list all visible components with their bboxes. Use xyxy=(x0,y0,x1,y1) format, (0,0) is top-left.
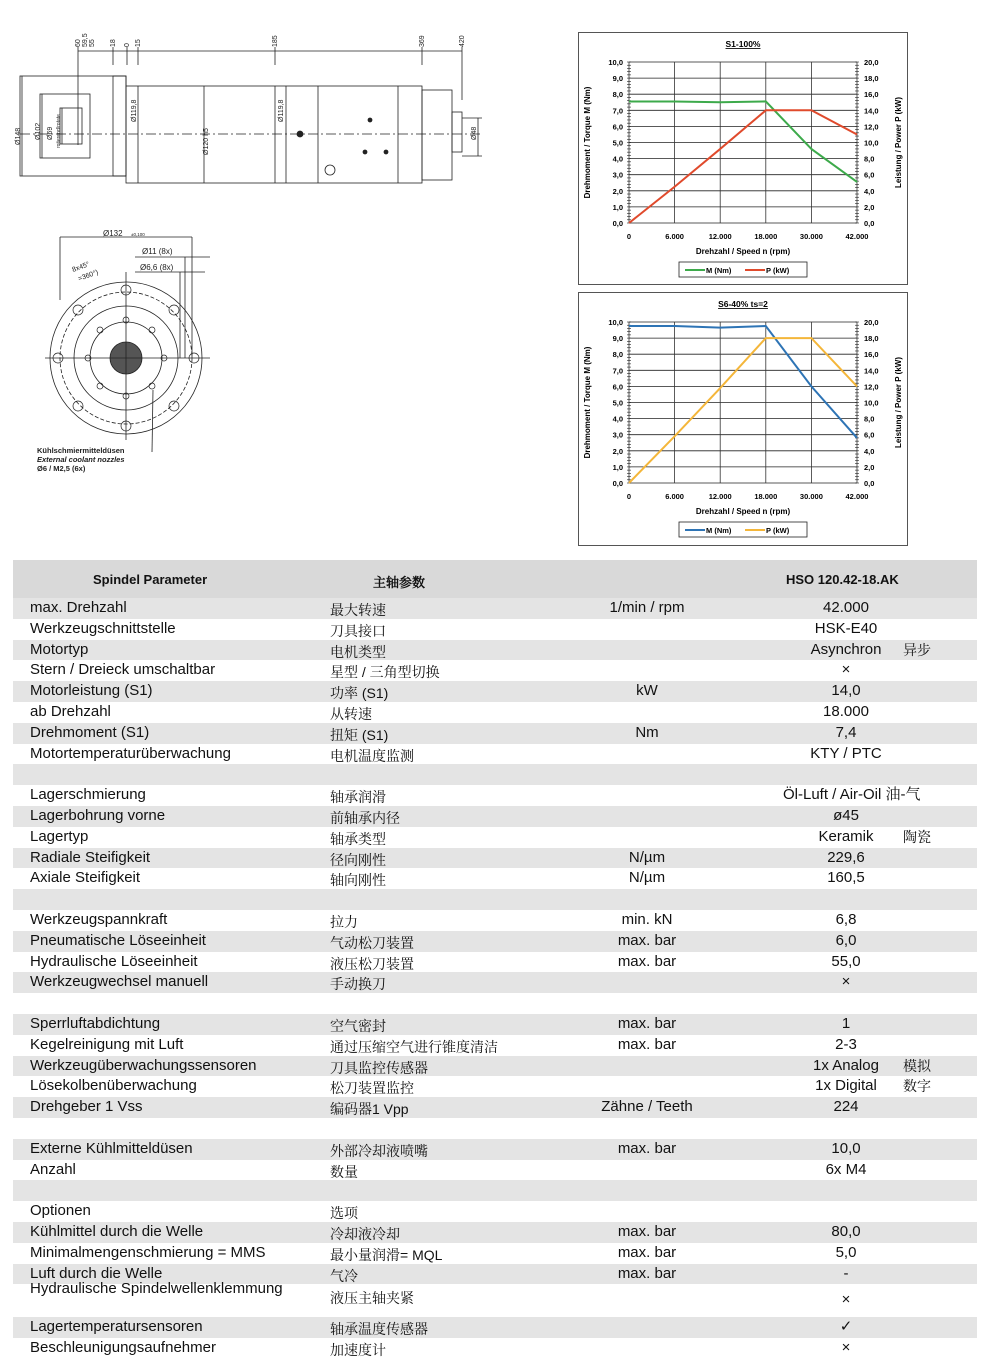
table-row xyxy=(13,744,977,765)
param-unit: max. bar xyxy=(617,1014,677,1032)
param-name-cn: 液压主轴夹紧 xyxy=(330,1290,414,1307)
table-spacer-row xyxy=(13,1180,977,1201)
param-value: Asynchron xyxy=(810,640,882,658)
param-value: Keramik xyxy=(818,827,874,845)
table-row xyxy=(13,1056,977,1077)
param-name-cn: 选项 xyxy=(330,1205,358,1222)
y-tick-label: 4,0 xyxy=(612,414,623,424)
param-name-cn: 轴承润滑 xyxy=(330,789,386,806)
dim-left-note: rotierend/rotate xyxy=(56,114,62,148)
table-row xyxy=(13,619,977,640)
param-name-de: Lösekolbenüberwachung xyxy=(30,1077,197,1095)
table-row xyxy=(13,1076,977,1097)
y-tick-label: 3,0 xyxy=(612,170,623,180)
series-line-torque xyxy=(629,101,857,182)
param-name-de: max. Drehzahl xyxy=(30,599,127,616)
table-spacer-row xyxy=(13,764,977,785)
param-value: 160,5 xyxy=(827,869,865,887)
y2-tick-label: 12,0 xyxy=(864,382,879,392)
y-tick-label: 2,0 xyxy=(612,446,623,456)
dim-top-369: 369 xyxy=(419,35,426,47)
x-tick-label: 18.000 xyxy=(754,492,778,501)
param-name-de: Werkzeugschnittstelle xyxy=(30,619,176,637)
param-value: - xyxy=(843,1264,849,1282)
dim-hole-6-6: Ø6,6 (8x) xyxy=(140,263,174,272)
param-name-de: Lagertyp xyxy=(30,827,89,845)
param-value: 6,8 xyxy=(835,910,857,928)
table-row xyxy=(13,1222,977,1243)
table-row xyxy=(13,931,977,952)
param-value: × xyxy=(841,1339,851,1357)
dim-body-3: Ø119,8 xyxy=(278,99,285,122)
param-name-de: Pneumatische Löseeinheit xyxy=(30,931,206,949)
param-unit: max. bar xyxy=(617,1243,677,1261)
param-name-cn: 通过压缩空气进行锥度清洁 xyxy=(330,1038,498,1055)
param-name-de: ab Drehzahl xyxy=(30,702,111,720)
y-tick-label: 0,0 xyxy=(612,219,623,228)
y2-tick-label: 18,0 xyxy=(864,334,879,344)
y2-tick-label: 8,0 xyxy=(864,154,875,164)
dim-hole-11: Ø11 (8x) xyxy=(142,247,173,256)
dim-body-2: Ø120 h5 xyxy=(203,128,210,155)
y-tick-label: 2,0 xyxy=(612,186,623,196)
param-name-cn: 功率 (S1) xyxy=(330,685,389,702)
table-row xyxy=(13,1139,977,1160)
y2-axis-label: Leistung / Power P (kW) xyxy=(894,357,903,448)
param-name-cn: 最小量润滑= MQL xyxy=(330,1246,443,1263)
x-tick-label: 30.000 xyxy=(799,492,823,501)
x-tick-label: 0 xyxy=(626,232,632,241)
y-tick-label: 0,0 xyxy=(612,479,623,488)
y2-tick-label: 2,0 xyxy=(864,202,875,212)
param-name-cn: 数量 xyxy=(330,1163,358,1180)
param-name-de: Minimalmengenschmierung = MMS xyxy=(30,1243,266,1261)
dim-front-132-tol: ±0,100 xyxy=(131,232,145,237)
y2-tick-label: 10,0 xyxy=(864,398,879,408)
y2-tick-label: 4,0 xyxy=(864,446,875,456)
header-model: HSO 120.42-18.AK xyxy=(786,572,899,587)
param-unit: 1/min / rpm xyxy=(609,599,685,616)
header-de: Spindel Parameter xyxy=(93,572,208,587)
y-tick-label: 5,0 xyxy=(612,138,623,148)
param-name-de: Lagertemperatursensoren xyxy=(30,1318,203,1336)
param-name-de: Motorleistung (S1) xyxy=(30,682,153,700)
param-name-cn: 星型 / 三角型切换 xyxy=(330,664,440,681)
param-value: ✓ xyxy=(839,1318,853,1336)
table-body xyxy=(13,598,977,1359)
dim-top-420: 420 xyxy=(459,35,466,47)
param-name-cn: 气冷 xyxy=(330,1267,358,1284)
x-tick-label: 30.000 xyxy=(799,232,823,241)
x-tick-label: 42.000 xyxy=(845,232,869,241)
y2-tick-label: 2,0 xyxy=(864,462,875,472)
series-line-power xyxy=(629,110,857,223)
param-name-cn: 手动换刀 xyxy=(330,976,386,993)
table-spacer-row xyxy=(13,993,977,1014)
param-name-de: Werkzeugwechsel manuell xyxy=(30,973,209,991)
side-view-drawing xyxy=(20,47,482,183)
dim-top-185: 185 xyxy=(272,35,279,47)
series-line-power xyxy=(629,338,857,483)
param-value: 7,4 xyxy=(835,723,857,741)
param-name-cn: 轴承类型 xyxy=(330,830,386,847)
table-header xyxy=(13,560,977,598)
param-name-cn: 前轴承内径 xyxy=(330,809,400,826)
param-unit: max. bar xyxy=(617,1264,677,1282)
param-name-cn: 最大转速 xyxy=(330,602,386,618)
dim-body-1: Ø119,8 xyxy=(131,99,138,122)
param-name-cn: 外部冷却液喷嘴 xyxy=(330,1142,428,1159)
y-tick-label: 8,0 xyxy=(612,90,623,100)
y-tick-label: 4,0 xyxy=(612,154,623,164)
y2-tick-label: 12,0 xyxy=(864,122,879,132)
param-name-de: Lagerschmierung xyxy=(30,786,146,804)
header-cn: 主轴参数 xyxy=(373,575,426,590)
dim-angle-1: 8x45° xyxy=(71,261,91,274)
table-row xyxy=(13,868,977,889)
table-row xyxy=(13,1243,977,1264)
table-row xyxy=(13,681,977,702)
dim-top-18: 18 xyxy=(110,39,117,47)
table-row xyxy=(13,972,977,993)
param-name-de: Hydraulische Löseeinheit xyxy=(30,952,198,970)
table-row xyxy=(13,827,977,848)
dim-top-15: 15 xyxy=(135,39,142,47)
param-value: 6,0 xyxy=(835,931,857,949)
y-tick-label: 3,0 xyxy=(612,430,623,440)
x-tick-label: 12.000 xyxy=(708,492,732,501)
y-axis-label: Drehmoment / Torque M (Nm) xyxy=(583,86,592,199)
table-row xyxy=(13,952,977,973)
param-value: 6x M4 xyxy=(825,1160,867,1178)
param-unit: max. bar xyxy=(617,1035,677,1053)
y-tick-label: 5,0 xyxy=(612,398,623,408)
y2-tick-label: 18,0 xyxy=(864,74,879,84)
table-row xyxy=(13,806,977,827)
y-tick-label: 6,0 xyxy=(612,382,623,392)
param-unit: max. bar xyxy=(617,931,677,949)
y2-tick-label: 16,0 xyxy=(864,350,879,360)
dim-top-0: 0 xyxy=(124,43,131,47)
y-tick-label: 6,0 xyxy=(612,122,623,132)
x-tick-label: 6.000 xyxy=(665,232,684,241)
param-unit: min. kN xyxy=(621,910,673,928)
y2-axis-label: Leistung / Power P (kW) xyxy=(894,97,903,188)
param-name-cn: 拉力 xyxy=(330,913,358,930)
table-row xyxy=(13,1014,977,1035)
dim-left-148: Ø148 xyxy=(15,127,22,145)
param-value: 42.000 xyxy=(823,599,869,616)
param-value-cn: 异步 xyxy=(903,641,931,658)
param-name-de: Kühlmittel durch die Welle xyxy=(30,1222,204,1240)
param-value: 18.000 xyxy=(823,702,869,720)
chart-s1 xyxy=(578,32,908,285)
table-row xyxy=(13,598,977,619)
series-line-torque xyxy=(629,326,857,438)
param-value: × xyxy=(841,661,851,679)
dim-angle-2: =360°) xyxy=(77,269,100,283)
dim-left-69: Ø69 xyxy=(47,126,54,140)
y-tick-label: 7,0 xyxy=(612,106,623,116)
param-name-cn: 轴向刚性 xyxy=(330,872,386,889)
param-value: 1 xyxy=(841,1014,851,1032)
param-name-de: Kegelreinigung mit Luft xyxy=(30,1035,184,1053)
param-value: 2-3 xyxy=(835,1035,857,1053)
param-name-cn: 从转速 xyxy=(330,705,372,722)
legend-label: P (kW) xyxy=(766,526,790,535)
y-tick-label: 8,0 xyxy=(612,350,623,360)
y2-tick-label: 20,0 xyxy=(864,58,879,67)
param-name-de: Motortemperaturüberwachung xyxy=(30,744,231,762)
table-row xyxy=(13,660,977,681)
y2-tick-label: 4,0 xyxy=(864,186,875,196)
dim-top-59-5: 59,5 xyxy=(82,33,89,47)
param-unit: kW xyxy=(636,682,658,700)
dim-front-132: Ø132 xyxy=(103,229,123,238)
legend-label: M (Nm) xyxy=(706,526,732,535)
param-name-cn: 松刀装置监控 xyxy=(330,1080,414,1097)
spindle-parameter-table xyxy=(13,560,977,1359)
dim-top-60: 60 xyxy=(75,39,82,47)
table-row xyxy=(13,1317,977,1338)
y2-tick-label: 8,0 xyxy=(864,414,875,424)
table-row xyxy=(13,640,977,661)
param-name-cn: 编码器1 Vpp xyxy=(330,1101,409,1118)
param-unit: max. bar xyxy=(617,1139,677,1157)
chart-legend xyxy=(679,262,807,277)
param-value: 1x Analog xyxy=(813,1056,879,1074)
table-row xyxy=(13,1035,977,1056)
x-tick-label: 0 xyxy=(626,492,632,501)
table-row xyxy=(13,848,977,869)
param-name-de: Werkzeugüberwachungssensoren xyxy=(30,1056,257,1074)
y-tick-label: 10,0 xyxy=(608,318,623,327)
coolant-note-spec: Ø6 / M2,5 (6x) xyxy=(37,464,86,473)
param-value: 14,0 xyxy=(831,682,861,700)
x-tick-label: 6.000 xyxy=(665,492,684,501)
table-row xyxy=(13,1280,977,1317)
param-value: × xyxy=(841,1291,851,1309)
y2-tick-label: 16,0 xyxy=(864,90,879,100)
param-value: 224 xyxy=(833,1098,859,1116)
param-name-de: Motortyp xyxy=(30,640,89,658)
param-unit: max. bar xyxy=(617,952,677,970)
y-tick-label: 1,0 xyxy=(612,462,623,472)
param-name-cn: 电机类型 xyxy=(330,643,386,660)
y-axis-label: Drehmoment / Torque M (Nm) xyxy=(583,346,592,459)
param-value: KTY / PTC xyxy=(810,744,882,762)
legend-label: P (kW) xyxy=(766,266,790,275)
param-name-cn: 液压松刀装置 xyxy=(330,955,414,972)
y2-tick-label: 0,0 xyxy=(864,479,875,488)
param-name-de: Anzahl xyxy=(30,1160,76,1178)
y-tick-label: 1,0 xyxy=(612,202,623,212)
table-row xyxy=(13,1338,977,1359)
param-value-cn: 数字 xyxy=(903,1078,931,1095)
param-name-de: Luft durch die Welle xyxy=(30,1264,163,1282)
y-tick-label: 7,0 xyxy=(612,366,623,376)
param-value-cn: 模拟 xyxy=(903,1057,931,1074)
param-name-de: Drehgeber 1 Vss xyxy=(30,1098,143,1116)
table-row xyxy=(13,723,977,744)
param-value: Öl-Luft / Air-Oil 油-气 xyxy=(783,786,921,804)
table-row xyxy=(13,1097,977,1118)
x-axis-label: Drehzahl / Speed n (rpm) xyxy=(695,507,791,516)
table-row xyxy=(13,785,977,806)
x-tick-label: 12.000 xyxy=(708,232,732,241)
param-name-cn: 加速度计 xyxy=(330,1342,386,1359)
y2-tick-label: 10,0 xyxy=(864,138,879,148)
param-name-cn: 径向刚性 xyxy=(330,851,386,868)
table-row xyxy=(13,702,977,723)
x-tick-label: 42.000 xyxy=(845,492,869,501)
param-unit: N/µm xyxy=(628,869,666,887)
param-value: HSK-E40 xyxy=(814,619,878,637)
y-tick-label: 9,0 xyxy=(612,74,623,84)
chart-title: S1-100% xyxy=(725,39,761,49)
y2-tick-label: 14,0 xyxy=(864,106,879,116)
param-name-cn: 刀具接口 xyxy=(330,622,386,639)
y2-tick-label: 20,0 xyxy=(864,318,879,327)
param-value: 1x Digital xyxy=(815,1077,877,1095)
param-value: 55,0 xyxy=(831,952,861,970)
param-name-cn: 电机温度监测 xyxy=(330,747,414,764)
param-name-de: Radiale Steifigkeit xyxy=(30,848,151,866)
coolant-note-de: Kühlschmiermitteldüsen xyxy=(37,446,125,455)
legend-label: M (Nm) xyxy=(706,266,732,275)
coolant-note-en: External coolant nozzles xyxy=(37,455,125,464)
param-name-de: Lagerbohrung vorne xyxy=(30,806,166,824)
table-row xyxy=(13,1201,977,1222)
front-view-drawing xyxy=(45,237,210,452)
param-name-de: Sperrluftabdichtung xyxy=(30,1014,161,1032)
param-unit: max. bar xyxy=(617,1222,677,1240)
param-name-de: Axiale Steifigkeit xyxy=(30,869,141,887)
chart-title: S6-40% ts=2 xyxy=(718,299,768,309)
param-value: 80,0 xyxy=(831,1222,861,1240)
param-unit: N/µm xyxy=(628,848,666,866)
param-name-de: Beschleunigungsaufnehmer xyxy=(30,1339,216,1357)
chart-s6-svg xyxy=(579,293,907,545)
param-name-cn: 冷却液冷却 xyxy=(330,1225,400,1242)
param-unit: Nm xyxy=(635,723,659,741)
param-name-de: Externe Kühlmitteldüsen xyxy=(30,1139,193,1157)
param-name-de: Hydraulische Spindelwellenklemmung xyxy=(30,1280,283,1298)
table-spacer-row xyxy=(13,1118,977,1139)
param-name-de: Stern / Dreieck umschaltbar xyxy=(30,661,216,679)
param-name-cn: 扭矩 (S1) xyxy=(330,726,389,743)
y2-tick-label: 14,0 xyxy=(864,366,879,376)
x-axis-label: Drehzahl / Speed n (rpm) xyxy=(695,247,791,256)
chart-s6 xyxy=(578,292,908,546)
param-name-de: Werkzeugspannkraft xyxy=(30,910,168,928)
table-row xyxy=(13,910,977,931)
chart-legend xyxy=(679,522,807,537)
param-name-cn: 气动松刀装置 xyxy=(330,934,414,951)
chart-s1-svg xyxy=(579,33,907,284)
param-value: 10,0 xyxy=(831,1139,861,1157)
dim-right-48: Ø48 xyxy=(471,126,478,140)
dim-top-55: 55 xyxy=(89,39,96,47)
param-value: 229,6 xyxy=(827,848,865,866)
y-tick-label: 10,0 xyxy=(608,58,623,67)
y2-tick-label: 0,0 xyxy=(864,219,875,228)
param-name-de: Drehmoment (S1) xyxy=(30,723,150,741)
y-tick-label: 9,0 xyxy=(612,334,623,344)
param-unit: Zähne / Teeth xyxy=(601,1098,693,1116)
param-value: 5,0 xyxy=(835,1243,857,1261)
y2-tick-label: 6,0 xyxy=(864,430,875,440)
x-tick-label: 18.000 xyxy=(754,232,778,241)
table-spacer-row xyxy=(13,889,977,910)
param-name-cn: 轴承温度传感器 xyxy=(330,1321,428,1338)
param-name-cn: 刀具监控传感器 xyxy=(330,1059,428,1076)
y2-tick-label: 6,0 xyxy=(864,170,875,180)
param-name-de: Optionen xyxy=(30,1202,91,1220)
param-name-cn: 空气密封 xyxy=(330,1017,386,1034)
table-row xyxy=(13,1160,977,1181)
param-value-cn: 陶瓷 xyxy=(903,828,931,845)
param-value: ø45 xyxy=(833,806,859,824)
technical-drawings xyxy=(0,0,560,490)
param-value: × xyxy=(841,973,851,991)
dim-left-102: Ø102 xyxy=(35,122,42,140)
